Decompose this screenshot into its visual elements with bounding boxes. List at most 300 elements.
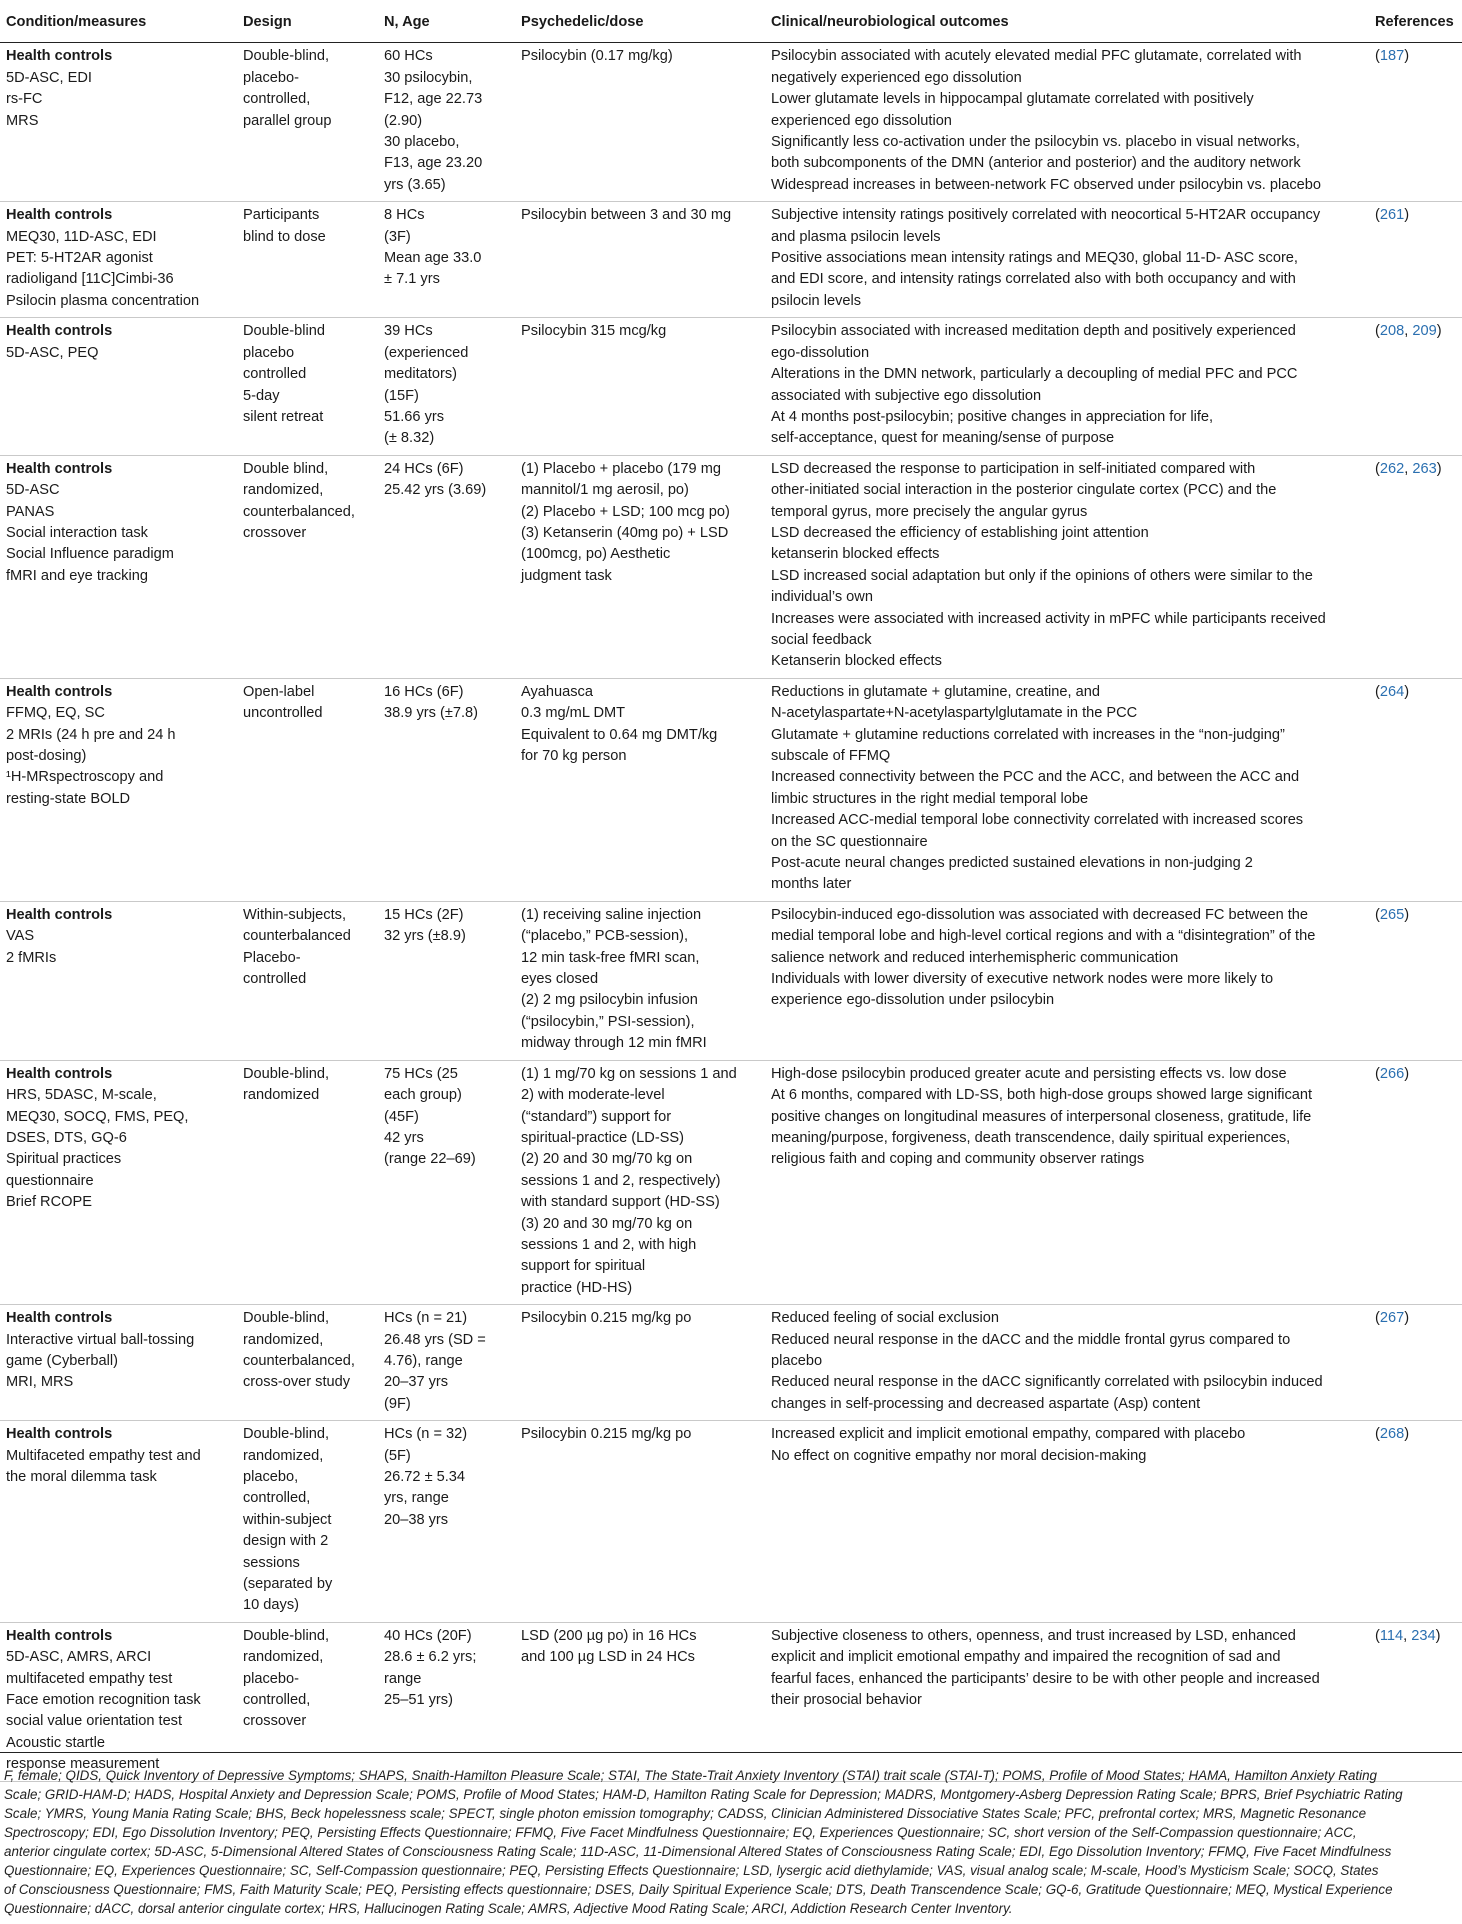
references-cell: (262, 263) xyxy=(1369,455,1462,678)
cell-line: controlled xyxy=(243,366,307,383)
cell-line: Psilocin plasma concentration xyxy=(6,292,200,309)
cell-line: 2) with moderate-level xyxy=(521,1087,665,1104)
cell-line: Interactive virtual ball-tossing xyxy=(6,1331,195,1348)
cell-line: 8 HCs xyxy=(384,207,425,224)
cell-line: sessions 1 and 2, respectively) xyxy=(521,1172,721,1189)
cell-line: placebo, xyxy=(243,1469,299,1485)
cell-line: Subjective intensity ratings positively correlated with neocortical 5-HT2AR occupancy xyxy=(771,207,1321,224)
cell-line: MRI, MRS xyxy=(6,1374,74,1391)
references-cell: (208, 209) xyxy=(1369,318,1462,455)
cell-line: Multifaceted empathy test and xyxy=(6,1447,201,1464)
cell-line: religious faith and coping and community observer ratings xyxy=(771,1151,1145,1168)
cell-line: changes in self-processing and decreased aspartate (Asp) content xyxy=(771,1395,1201,1412)
cell-line: both subcomponents of the DMN (anterior and posterior) and the auditory network xyxy=(771,155,1301,172)
cell-line: Health controls xyxy=(6,323,113,340)
cell-line: with standard support (HD-SS) xyxy=(521,1194,720,1211)
cell-line: Double-blind, xyxy=(243,48,329,65)
cell-line: range xyxy=(384,1670,422,1687)
table-row xyxy=(0,678,1462,901)
cell-line: resting-state BOLD xyxy=(6,790,131,807)
n-age-cell xyxy=(378,43,515,202)
cell-line: Psilocybin 0.215 mg/kg po xyxy=(521,1310,692,1327)
cell-line: Widespread increases in between-network FC observed under psilocybin vs. placebo xyxy=(771,176,1321,193)
cell-line: randomized, xyxy=(243,1331,324,1348)
cell-line: Increased explicit and implicit emotional empathy, compared with placebo xyxy=(771,1426,1246,1443)
cell-line: HCs (n = 21) xyxy=(384,1310,468,1327)
cell-line: for 70 kg person xyxy=(521,748,627,764)
cell-line: Ketanserin blocked effects xyxy=(771,653,942,670)
header-condition: Condition/measures xyxy=(0,4,237,43)
cell-line: Social Influence paradigm xyxy=(6,546,174,563)
cell-line: 16 HCs (6F) xyxy=(384,683,464,700)
design-cell xyxy=(237,1060,378,1304)
cell-line: 26.48 yrs (SD = xyxy=(384,1331,486,1348)
design-cell xyxy=(237,455,378,678)
table-bottom-rule xyxy=(0,1752,1462,1753)
cell-line: eyes closed xyxy=(521,971,599,988)
dose-cell xyxy=(515,1305,765,1421)
cell-line: Double-blind, xyxy=(243,1426,329,1443)
cell-line: (100mcg, po) Aesthetic xyxy=(521,546,671,563)
cell-line: (5F) xyxy=(384,1447,411,1464)
cell-line: PET: 5-HT2AR agonist xyxy=(6,250,153,267)
cell-line: N-acetylaspartate+N-acetylaspartylglutamate in the PCC xyxy=(771,705,1138,722)
cell-line: 10 days) xyxy=(243,1597,299,1614)
design-cell xyxy=(237,43,378,202)
cell-line: Lower glutamate levels in hippocampal glutamate correlated with positively xyxy=(771,91,1254,108)
cell-line: the moral dilemma task xyxy=(6,1469,157,1485)
cell-line: PANAS xyxy=(6,503,55,520)
footnote-line: Questionnaire; EQ, Experiences Questionnaire; SC, Self-Compassion questionnaire; PEQ, Persisting Effects Questionnaire; LSD, lysergic acid diethylamide; VAS, visual analog scale; M-scale, Hood’s Mysticism Scale; SOCQ, States xyxy=(4,1863,1379,1878)
cell-line: Psilocybin 0.215 mg/kg po xyxy=(521,1426,692,1443)
cell-line: Post-acute neural changes predicted sustained elevations in non-judging 2 xyxy=(771,855,1253,872)
cell-line: practice (HD-HS) xyxy=(521,1279,633,1296)
reference-link[interactable]: 234 xyxy=(1411,1627,1436,1644)
cell-line: game (Cyberball) xyxy=(6,1352,118,1369)
references-cell: (187) xyxy=(1369,43,1462,202)
cell-line: DSES, DTS, GQ-6 xyxy=(6,1129,127,1146)
cell-line: Psilocybin associated with increased meditation depth and positively experienced xyxy=(771,323,1296,340)
cell-line: LSD decreased the efficiency of establishing joint attention xyxy=(771,524,1149,541)
design-cell xyxy=(237,1305,378,1421)
cell-line: 15 HCs (2F) xyxy=(384,906,464,923)
condition-cell xyxy=(0,1305,237,1421)
cell-line: Placebo- xyxy=(243,949,301,966)
cell-line: placebo- xyxy=(243,69,299,86)
cell-line: Mean age 33.0 xyxy=(384,250,482,267)
cell-line: other-initiated social interaction in the posterior cingulate cortex (PCC) and the xyxy=(771,482,1277,499)
reference-link[interactable]: 263 xyxy=(1412,460,1437,477)
n-age-cell xyxy=(378,202,515,318)
cell-line: LSD increased social adaptation but only if the opinions of others were similar to the xyxy=(771,567,1313,584)
cell-line: yrs, range xyxy=(384,1490,449,1507)
cell-line: 5D-ASC, EDI xyxy=(6,69,92,86)
cell-line: 60 HCs xyxy=(384,48,433,65)
reference-link[interactable]: 208 xyxy=(1379,323,1405,340)
cell-line: 26.72 ± 5.34 xyxy=(384,1469,466,1485)
cell-line: (“psilocybin,” PSI-session), xyxy=(521,1013,695,1030)
design-cell xyxy=(237,202,378,318)
cell-line: 5D-ASC xyxy=(6,482,60,499)
cell-line: Psilocybin between 3 and 30 mg xyxy=(521,207,732,224)
n-age-cell xyxy=(378,1622,515,1781)
cell-line: 51.66 yrs xyxy=(384,408,445,425)
footnote-line: Spectroscopy; EDI, Ego Dissolution Inventory; PEQ, Persisting Effects Questionnaire; FFMQ, Five Facet Mindfulness Questionnaire; EQ, Experiences Questionnaire; SC, short version of the Self-Compassion questionnaire; ACC, xyxy=(4,1825,1357,1840)
cell-line: 12 min task-free fMRI scan, xyxy=(521,949,700,966)
cell-line: Spiritual practices xyxy=(6,1151,122,1168)
cell-line: Health controls xyxy=(6,1065,113,1082)
cell-line: Health controls xyxy=(6,1310,113,1327)
condition-cell xyxy=(0,901,237,1060)
reference-link[interactable]: 267 xyxy=(1379,1310,1405,1327)
cell-line: At 4 months post-psilocybin; positive changes in appreciation for life, xyxy=(771,408,1214,425)
table-body xyxy=(0,43,1462,1781)
cell-line: HRS, 5DASC, M-scale, xyxy=(6,1087,157,1104)
cell-line: counterbalanced xyxy=(243,928,351,945)
references-cell: (261) xyxy=(1369,202,1462,318)
cell-line: 30 placebo, xyxy=(384,134,460,151)
cell-line: Alterations in the DMN network, particularly a decoupling of medial PFC and PCC xyxy=(771,366,1298,383)
cell-line: ketanserin blocked effects xyxy=(771,546,940,563)
header-outcomes: Clinical/neurobiological outcomes xyxy=(765,4,1369,43)
reference-link[interactable]: 114 xyxy=(1379,1627,1404,1644)
cell-line: (3) 20 and 30 mg/70 kg on xyxy=(521,1215,693,1232)
cell-line: 75 HCs (25 xyxy=(384,1065,458,1082)
cell-line: subscale of FFMQ xyxy=(771,748,891,764)
cell-line: (45F) xyxy=(384,1108,419,1125)
cell-line: randomized, xyxy=(243,1649,324,1666)
cell-line: 32 yrs (±8.9) xyxy=(384,928,466,945)
cell-line: 30 psilocybin, xyxy=(384,69,473,86)
cell-line: (3) Ketanserin (40mg po) + LSD xyxy=(521,524,729,541)
cell-line: MEQ30, 11D-ASC, EDI xyxy=(6,228,157,245)
cell-line: Equivalent to 0.64 mg DMT/kg xyxy=(521,726,718,743)
outcomes-cell xyxy=(765,901,1369,1060)
cell-line: LSD (200 µg po) in 16 HCs xyxy=(521,1627,697,1644)
cell-line: At 6 months, compared with LD-SS, both high-dose groups showed large significant xyxy=(771,1087,1313,1104)
cell-line: (separated by xyxy=(243,1576,333,1593)
cell-line: High-dose psilocybin produced greater acute and persisting effects vs. low dose xyxy=(771,1065,1287,1082)
cell-line: 42 yrs xyxy=(384,1129,424,1146)
cell-line: individual’s own xyxy=(771,589,873,606)
outcomes-cell xyxy=(765,318,1369,455)
cell-line: spiritual-practice (LD-SS) xyxy=(521,1129,685,1146)
cell-line: and 100 µg LSD in 24 HCs xyxy=(521,1649,695,1666)
cell-line: Psilocybin 315 mcg/kg xyxy=(521,323,667,340)
cell-line: 25.42 yrs (3.69) xyxy=(384,482,487,499)
cell-line: silent retreat xyxy=(243,408,324,425)
cell-line: 4.76), range xyxy=(384,1352,463,1369)
cell-line: (15F) xyxy=(384,387,419,404)
cell-line: Double blind, xyxy=(243,460,329,477)
design-cell xyxy=(237,678,378,901)
reference-link[interactable]: 261 xyxy=(1379,207,1405,224)
reference-link[interactable]: 209 xyxy=(1412,323,1437,340)
footnote-line: of Consciousness Questionnaire; FMS, Faith Maturity Scale; PEQ, Persisting effects questionnaire; DSES, Daily Spiritual Experience Scale; DTS, Death Transcendence Scale; GQ-6, Gratitude Questionnaire; MEQ, Mystical Experience xyxy=(4,1882,1393,1897)
cell-line: experience ego-dissolution under psilocybin xyxy=(771,992,1055,1009)
n-age-cell xyxy=(378,1421,515,1623)
cell-line: Glutamate + glutamine reductions correlated with increases in the “non-judging” xyxy=(771,726,1285,743)
cell-line: (3F) xyxy=(384,228,411,245)
references-cell: (267) xyxy=(1369,1305,1462,1421)
cell-line: meaning/purpose, forgiveness, death transcendence, daily spiritual experiences, xyxy=(771,1129,1291,1146)
reference-link[interactable]: 262 xyxy=(1379,460,1405,477)
cell-line: psilocin levels xyxy=(771,292,862,309)
dose-cell xyxy=(515,901,765,1060)
cell-line: temporal gyrus, more precisely the angular gyrus xyxy=(771,503,1088,520)
cell-line: radioligand [11C]Cimbi-36 xyxy=(6,271,174,288)
cell-line: months later xyxy=(771,876,852,893)
cell-line: Health controls xyxy=(6,906,113,923)
cell-line: MEQ30, SOCQ, FMS, PEQ, xyxy=(6,1108,189,1125)
cell-line: controlled, xyxy=(243,91,311,108)
table-row xyxy=(0,1622,1462,1781)
cell-line: cross-over study xyxy=(243,1374,351,1391)
cell-line: controlled xyxy=(243,971,307,988)
cell-line: social value orientation test xyxy=(6,1713,183,1730)
condition-cell xyxy=(0,1421,237,1623)
header-references: References xyxy=(1369,4,1462,43)
cell-line: ¹H-MRspectroscopy and xyxy=(6,769,164,786)
cell-line: medial temporal lobe and high-level cortical regions and with a “disintegration” of the xyxy=(771,928,1316,945)
table-header xyxy=(0,4,1462,43)
cell-line: and EDI score, and intensity ratings correlated also with both occupancy and with xyxy=(771,271,1296,288)
cell-line: post-dosing) xyxy=(6,748,87,764)
cell-line: questionnaire xyxy=(6,1172,94,1189)
cell-line: design with 2 xyxy=(243,1533,329,1550)
dose-cell xyxy=(515,1060,765,1304)
cell-line: social feedback xyxy=(771,631,872,648)
cell-line: self-acceptance, quest for meaning/sense of purpose xyxy=(771,430,1115,447)
cell-line: midway through 12 min fMRI xyxy=(521,1035,707,1052)
cell-line: Participants xyxy=(243,207,320,224)
cell-line: response measurement xyxy=(6,1756,160,1773)
cell-line: each group) xyxy=(384,1087,462,1104)
cell-line: placebo xyxy=(771,1352,823,1369)
header-design: Design xyxy=(237,4,378,43)
cell-line: sessions xyxy=(243,1554,300,1571)
cell-line: Significantly less co-activation under the psilocybin vs. placebo in visual networks, xyxy=(771,134,1300,151)
reference-link[interactable]: 268 xyxy=(1379,1426,1405,1443)
condition-cell xyxy=(0,318,237,455)
cell-line: randomized xyxy=(243,1087,320,1104)
footnote-line: Questionnaire; dACC, dorsal anterior cingulate cortex; HRS, Hallucinogen Rating Scale; AMRS, Adjective Mood Rating Scale; ARCI, Addiction Research Center Inventory. xyxy=(4,1901,1013,1916)
cell-line: VAS xyxy=(6,928,35,945)
n-age-cell xyxy=(378,1305,515,1421)
cell-line: multifaceted empathy test xyxy=(6,1670,173,1687)
n-age-cell xyxy=(378,901,515,1060)
cell-line: blind to dose xyxy=(243,228,326,245)
cell-line: Positive associations mean intensity ratings and MEQ30, global 11-D- ASC score, xyxy=(771,250,1298,267)
cell-line: Psilocybin-induced ego-dissolution was associated with decreased FC between the xyxy=(771,906,1309,923)
cell-line: ± 7.1 yrs xyxy=(384,271,440,288)
cell-line: Individuals with lower diversity of executive network nodes were more likely to xyxy=(771,971,1274,988)
cell-line: Increased ACC-medial temporal lobe connectivity correlated with increased scores xyxy=(771,812,1304,829)
cell-line: Within-subjects, xyxy=(243,906,346,923)
cell-line: 2 MRIs (24 h pre and 24 h xyxy=(6,726,176,743)
cell-line: Reduced feeling of social exclusion xyxy=(771,1310,999,1327)
condition-cell xyxy=(0,1060,237,1304)
references-cell: (265) xyxy=(1369,901,1462,1060)
table-row xyxy=(0,455,1462,678)
references-cell: (266) xyxy=(1369,1060,1462,1304)
cell-line: (“placebo,” PCB-session), xyxy=(521,928,689,945)
cell-line: salience network and reduced interhemispheric communication xyxy=(771,949,1179,966)
cell-line: (experienced xyxy=(384,344,469,361)
cell-line: Health controls xyxy=(6,1627,113,1644)
cell-line: uncontrolled xyxy=(243,705,323,722)
cell-line: (2) Placebo + LSD; 100 mcg po) xyxy=(521,503,730,520)
cell-line: parallel group xyxy=(243,112,332,129)
cell-line: randomized, xyxy=(243,1447,324,1464)
cell-line: (9F) xyxy=(384,1395,411,1412)
cell-line: explicit and implicit emotional empathy and impaired the recognition of sad and xyxy=(771,1649,1281,1666)
table-row xyxy=(0,901,1462,1060)
cell-line: 5D-ASC, AMRS, ARCI xyxy=(6,1649,152,1666)
reference-link[interactable]: 187 xyxy=(1379,48,1405,65)
table-row xyxy=(0,43,1462,202)
header-row xyxy=(0,4,1462,43)
footnote-line: Scale; GRID-HAM-D; HADS, Hospital Anxiety and Depression Scale; POMS, Profile of Mood States; HAM-D, Hamilton Rating Scale for Depression; MADRS, Montgomery-Asberg Depression Rating Scale; BPRS, Brief Psychiatric Rating xyxy=(4,1787,1403,1802)
cell-line: Brief RCOPE xyxy=(6,1194,92,1211)
table-footnote xyxy=(4,1766,1458,1918)
references-cell: (268) xyxy=(1369,1421,1462,1623)
cell-line: F13, age 23.20 xyxy=(384,155,483,172)
condition-cell xyxy=(0,202,237,318)
cell-line: Double-blind, xyxy=(243,1627,329,1644)
design-cell xyxy=(237,1421,378,1623)
cell-line: 40 HCs (20F) xyxy=(384,1627,472,1644)
cell-line: Open-label xyxy=(243,683,315,700)
cell-line: (1) Placebo + placebo (179 mg xyxy=(521,460,721,477)
cell-line: rs-FC xyxy=(6,91,43,108)
cell-line: Double-blind, xyxy=(243,1065,329,1082)
condition-cell xyxy=(0,43,237,202)
cell-line: Psilocybin associated with acutely elevated medial PFC glutamate, correlated with xyxy=(771,48,1302,65)
cell-line: No effect on cognitive empathy nor moral decision-making xyxy=(771,1447,1147,1464)
cell-line: Ayahuasca xyxy=(521,683,593,700)
cell-line: HCs (n = 32) xyxy=(384,1426,468,1443)
cell-line: Health controls xyxy=(6,207,113,224)
cell-line: crossover xyxy=(243,1713,307,1730)
cell-line: (range 22–69) xyxy=(384,1151,476,1168)
dose-cell xyxy=(515,455,765,678)
design-cell xyxy=(237,1622,378,1781)
cell-line: limbic structures in the right medial temporal lobe xyxy=(771,790,1089,807)
cell-line: negatively experienced ego dissolution xyxy=(771,69,1022,86)
design-cell xyxy=(237,901,378,1060)
cell-line: 5-day xyxy=(243,387,280,404)
cell-line: 38.9 yrs (±7.8) xyxy=(384,705,478,722)
cell-line: yrs (3.65) xyxy=(384,176,446,193)
cell-line: counterbalanced, xyxy=(243,1352,355,1369)
cell-line: meditators) xyxy=(384,366,457,383)
dose-cell xyxy=(515,1622,765,1781)
cell-line: Health controls xyxy=(6,1426,113,1443)
condition-cell xyxy=(0,455,237,678)
cell-line: 25–51 yrs) xyxy=(384,1692,453,1709)
dose-cell xyxy=(515,318,765,455)
cell-line: (1) 1 mg/70 kg on sessions 1 and xyxy=(521,1065,737,1082)
cell-line: Health controls xyxy=(6,460,113,477)
outcomes-cell xyxy=(765,1421,1369,1623)
cell-line: Health controls xyxy=(6,48,113,65)
design-cell xyxy=(237,318,378,455)
references-cell: (114, 234) xyxy=(1369,1622,1462,1781)
cell-line: fMRI and eye tracking xyxy=(6,567,148,584)
cell-line: 28.6 ± 6.2 yrs; xyxy=(384,1649,477,1666)
cell-line: LSD decreased the response to participation in self-initiated compared with xyxy=(771,460,1256,477)
table-row xyxy=(0,318,1462,455)
cell-line: Increased connectivity between the PCC and the ACC, and between the ACC and xyxy=(771,769,1300,786)
cell-line: (2.90) xyxy=(384,112,423,129)
cell-line: 24 HCs (6F) xyxy=(384,460,464,477)
cell-line: randomized, xyxy=(243,482,324,499)
cell-line: within-subject xyxy=(243,1511,332,1528)
table-row xyxy=(0,1421,1462,1623)
n-age-cell xyxy=(378,1060,515,1304)
cell-line: and plasma psilocin levels xyxy=(771,228,941,245)
header-n-age: N, Age xyxy=(378,4,515,43)
cell-line: (1) receiving saline injection xyxy=(521,906,702,923)
cell-line: Increases were associated with increased activity in mPFC while participants received xyxy=(771,610,1326,627)
cell-line: sessions 1 and 2, with high xyxy=(521,1236,697,1253)
footnote-line: F, female; QIDS, Quick Inventory of Depressive Symptoms; SHAPS, Snaith-Hamilton Pleasure Scale; STAI, The State-Trait Anxiety Inventory (STAI) trait scale (STAI-T); POMS, Profile of Mood States; HAMA, Hamilton Anxiety Rating xyxy=(4,1768,1378,1783)
cell-line: Face emotion recognition task xyxy=(6,1692,201,1709)
outcomes-cell xyxy=(765,1305,1369,1421)
dose-cell xyxy=(515,678,765,901)
cell-line: mannitol/1 mg aerosil, po) xyxy=(521,482,689,499)
cell-line: Reduced neural response in the dACC significantly correlated with psilocybin induced xyxy=(771,1374,1323,1391)
n-age-cell xyxy=(378,455,515,678)
cell-line: placebo- xyxy=(243,1670,299,1687)
cell-line: Acoustic startle xyxy=(6,1734,105,1751)
table-row xyxy=(0,1305,1462,1421)
cell-line: Health controls xyxy=(6,683,113,700)
condition-cell xyxy=(0,1622,237,1781)
dose-cell xyxy=(515,202,765,318)
cell-line: Subjective closeness to others, openness, and trust increased by LSD, enhanced xyxy=(771,1627,1296,1644)
reference-link[interactable]: 265 xyxy=(1379,906,1405,923)
studies-table xyxy=(0,4,1462,1782)
cell-line: their prosocial behavior xyxy=(771,1692,922,1709)
dose-cell xyxy=(515,43,765,202)
outcomes-cell xyxy=(765,678,1369,901)
outcomes-cell xyxy=(765,43,1369,202)
cell-line: Social interaction task xyxy=(6,524,148,541)
table-row xyxy=(0,202,1462,318)
cell-line: experienced ego dissolution xyxy=(771,112,952,129)
cell-line: Double-blind xyxy=(243,323,325,340)
reference-link[interactable]: 264 xyxy=(1379,683,1405,700)
n-age-cell xyxy=(378,318,515,455)
cell-line: on the SC questionnaire xyxy=(771,833,928,850)
cell-line: crossover xyxy=(243,524,307,541)
reference-link[interactable]: 266 xyxy=(1379,1065,1405,1082)
outcomes-cell xyxy=(765,1622,1369,1781)
cell-line: (2) 20 and 30 mg/70 kg on xyxy=(521,1151,693,1168)
cell-line: 39 HCs xyxy=(384,323,433,340)
outcomes-cell xyxy=(765,1060,1369,1304)
cell-line: Psilocybin (0.17 mg/kg) xyxy=(521,48,673,65)
cell-line: controlled, xyxy=(243,1692,311,1709)
dose-cell xyxy=(515,1421,765,1623)
outcomes-cell xyxy=(765,202,1369,318)
cell-line: MRS xyxy=(6,112,39,129)
cell-line: 0.3 mg/mL DMT xyxy=(521,705,626,722)
cell-line: F12, age 22.73 xyxy=(384,91,483,108)
footnote-line: Scale; YMRS, Young Mania Rating Scale; BHS, Beck hopelessness scale; SPECT, single photon emission tomography; CADSS, Clinician Administered Dissociative States Scale; PFC, prefrontal cortex; MRS, Magnetic Resonance xyxy=(4,1806,1367,1821)
